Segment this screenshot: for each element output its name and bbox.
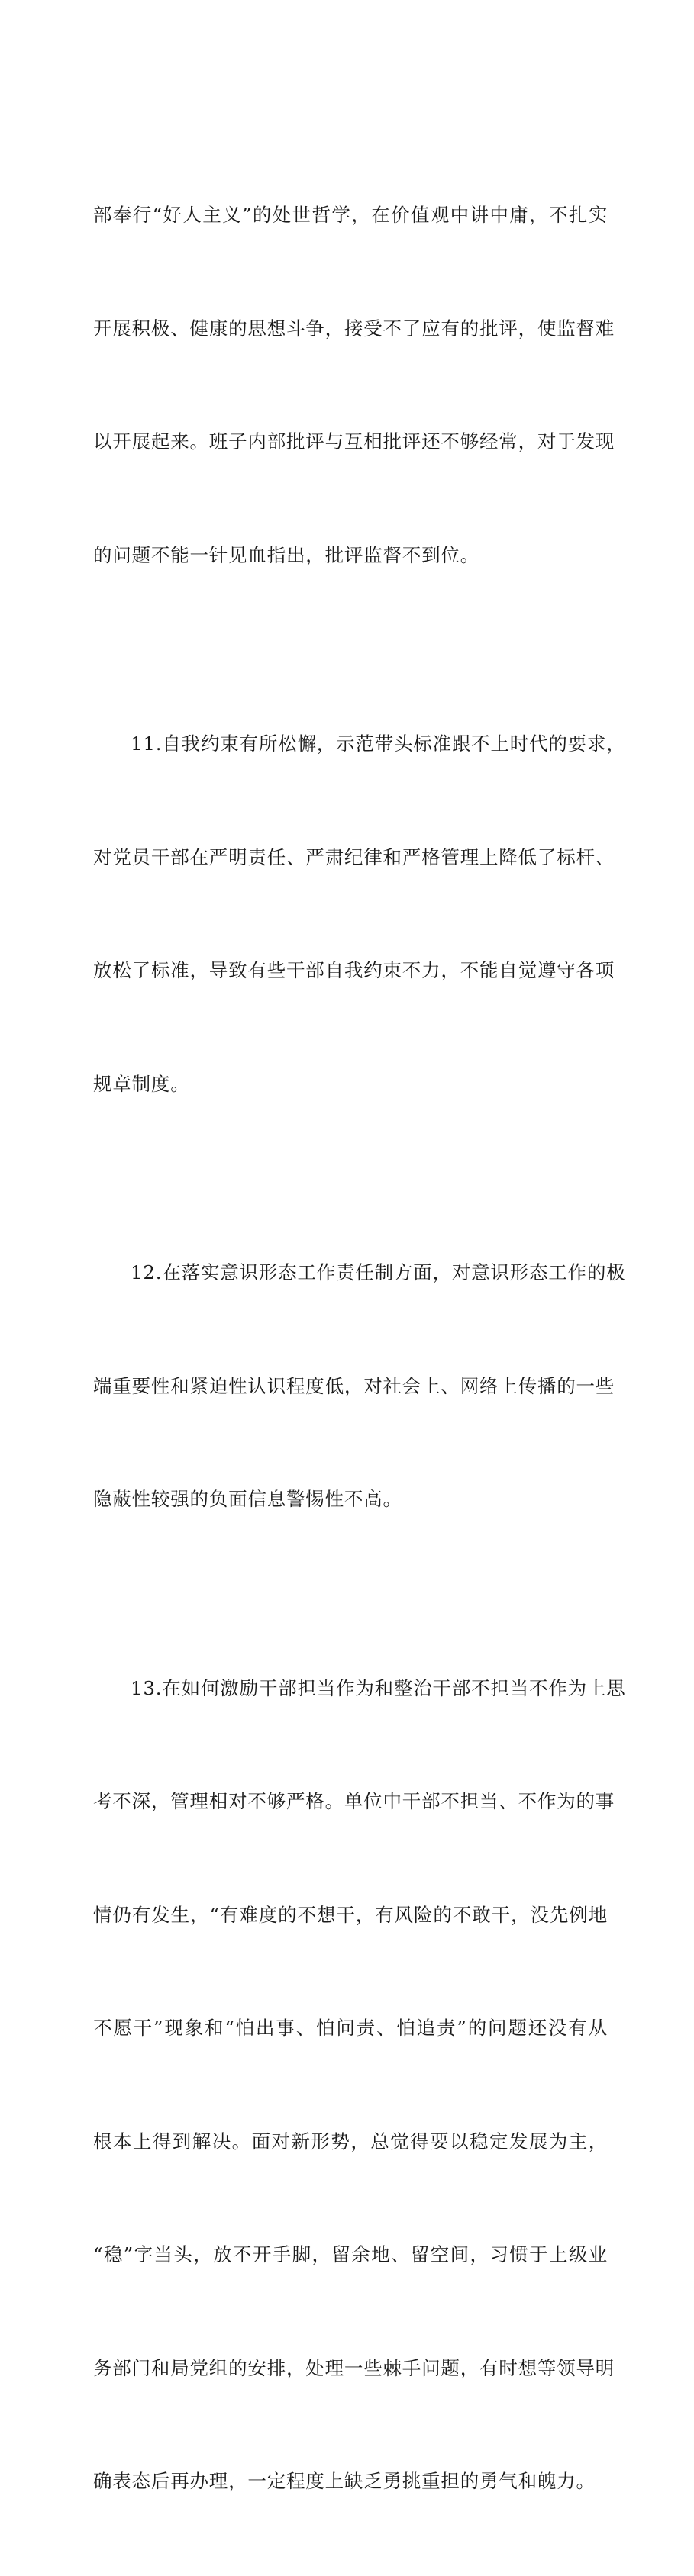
text-line: 部奉行“好人主义”的处世哲学，在价值观中讲中庸，不扎实 (93, 204, 608, 226)
text-line: 规章制度。 (93, 1072, 190, 1095)
text-line: 放松了标准，导致有些干部自我约束不力，不能自觉遵守各项 (93, 959, 615, 981)
paragraph-item-12 (93, 1178, 626, 1594)
text-line: 13.在如何激励干部担当作为和整治干部不担当不作为上思 (131, 1676, 626, 1699)
text-line: 11.自我约束有所松懈，示范带头标准跟不上时代的要求， (131, 733, 626, 755)
text-line: 确表态后再办理，一定程度上缺乏勇挑重担的勇气和魄力。 (93, 2470, 596, 2492)
text-line: 根本上得到解决。面对新形势，总觉得要以稳定发展为主， (93, 2130, 608, 2153)
text-line: 务部门和局党组的安排，处理一些棘手问题，有时想等领导明 (93, 2356, 615, 2379)
text-line: 情仍有发生，“有难度的不想干，有风险的不敢干，没先例地 (93, 1903, 608, 1926)
text-line: 对党员干部在严明责任、严肃纪律和严格管理上降低了标杆、 (93, 845, 615, 868)
paragraph-item-13 (93, 1594, 626, 2576)
text-line: “稳”字当头，放不开手脚，留余地、留空间，习惯于上级业 (93, 2243, 608, 2265)
text-line: 端重要性和紧迫性认识程度低，对社会上、网络上传播的一些 (93, 1374, 615, 1397)
text-line: 不愿干”现象和“怕出事、怕问责、怕追责”的问题还没有从 (93, 2017, 608, 2039)
paragraph-item-11 (93, 649, 626, 1178)
document-body (93, 121, 626, 2576)
text-line: 以开展起来。班子内部批评与互相批评还不够经常，对于发现 (93, 430, 615, 452)
text-line: 12.在落实意识形态工作责任制方面，对意识形态工作的极 (131, 1261, 626, 1283)
paragraph-continuation (93, 121, 615, 649)
text-line: 隐蔽性较强的负面信息警惕性不高。 (93, 1488, 402, 1510)
text-line: 考不深，管理相对不够严格。单位中干部不担当、不作为的事 (93, 1790, 615, 1812)
text-line: 的问题不能一针见血指出，批评监督不到位。 (93, 543, 479, 566)
text-line: 开展积极、健康的思想斗争，接受不了应有的批评，使监督难 (93, 317, 615, 340)
